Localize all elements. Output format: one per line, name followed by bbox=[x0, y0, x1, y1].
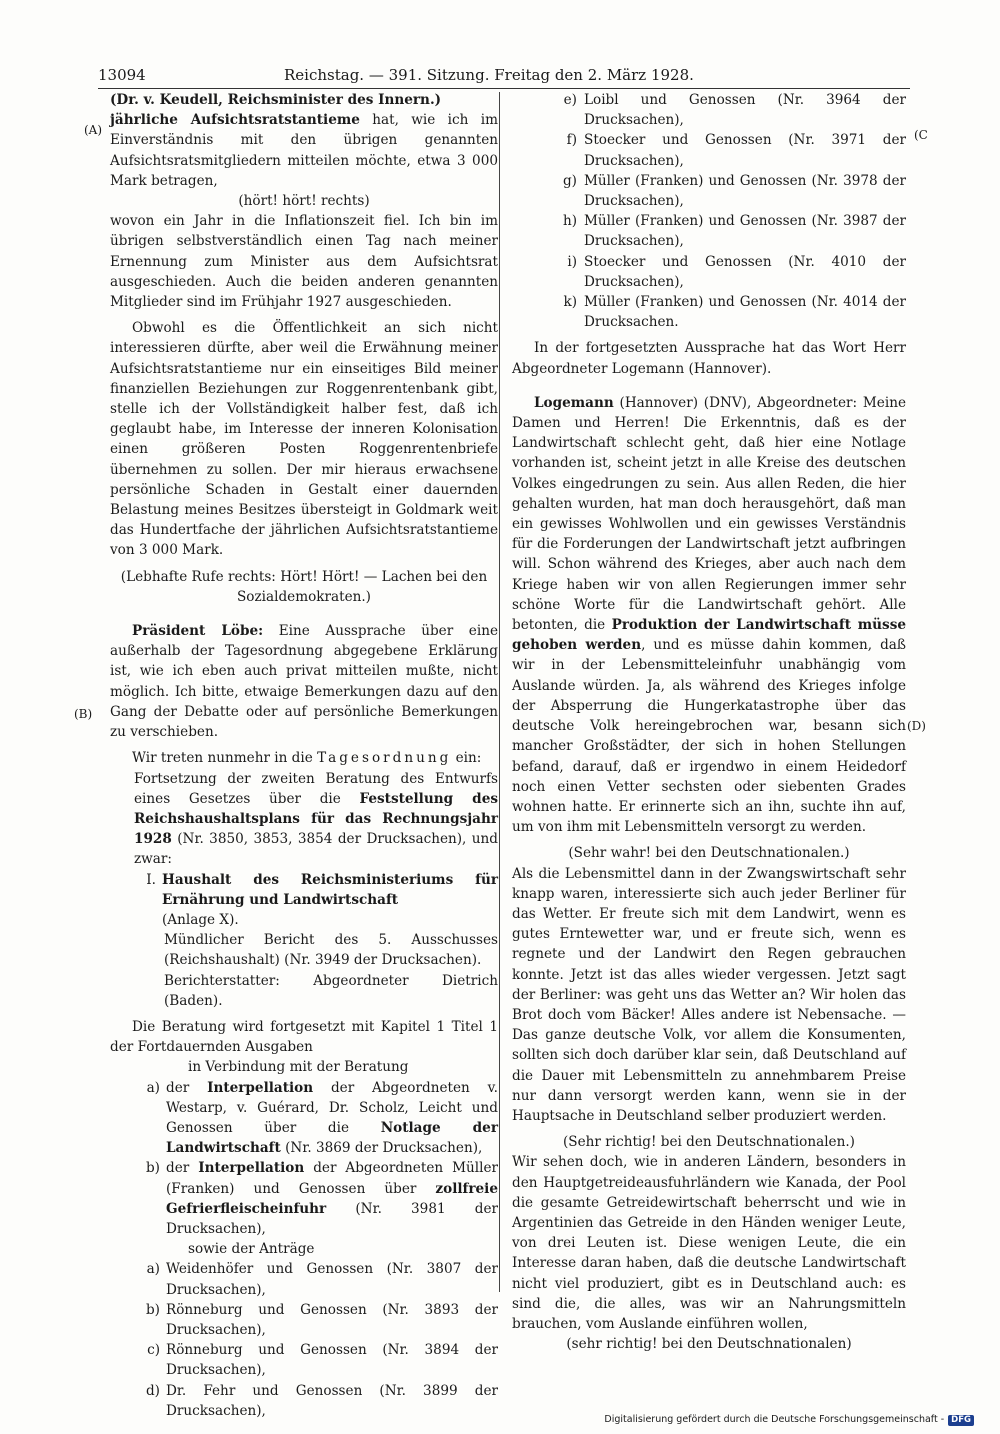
report-line: Mündlicher Bericht des 5. Ausschusses (Reichshaushalt) (Nr. 3949 der Drucksachen). bbox=[164, 932, 498, 969]
header-rule bbox=[98, 88, 910, 89]
paragraph-weather: Als die Lebensmittel dann in der Zwangswirtschaft sehr knapp waren, interessierte sich auch jeder Berliner für das Wetter. Er freute sich mit dem Landwirt, wenn es gutes Erntewetter war, und er freute sich, wenn es regnete und der Landwirt den Regen gebrauchen konnte. Jetzt ist das alles wieder vergessen. Jetzt sagt der Berliner: was geht uns das Wetter an? Wir holen das Brot doch vom Bäcker! Alles andere ist Nebensache. — Das ganze deutsche Volk, vor allem die Konsumenten, sollten sich doch darüber klar sein, daß Deutschland auf die Dauer mit Lebensmitteln zu annehmbarem Preise nur dann versorgt werden kann, wenn sie in der Hauptsache in Deutschland selber produziert werden. bbox=[512, 865, 906, 1124]
speaker-tag: (Dr. v. Keudell, Reichsminister des Innern.) bbox=[110, 92, 442, 108]
interpellation-b: b) der Interpellation der Abgeordneten Müller (Franken) und Genossen über zollfreie Gefrierfleischeinfuhr (Nr. 3981 der Drucksachen), bbox=[145, 1160, 498, 1237]
left-column bbox=[110, 90, 498, 1421]
motion-item: b) Rönneburg und Genossen (Nr. 3893 der Drucksachen), bbox=[145, 1301, 498, 1338]
interjection: (sehr richtig! bei den Deutschnationalen) bbox=[566, 1336, 852, 1353]
rapporteur: Berichterstatter: Abgeordneter Dietrich (Baden). bbox=[164, 972, 498, 1009]
speaker-name: Logemann bbox=[534, 394, 614, 411]
motion-item: g) Müller (Franken) und Genossen (Nr. 3978 der Drucksachen), bbox=[562, 172, 906, 210]
motion-item: c) Rönneburg und Genossen (Nr. 3894 der Drucksachen), bbox=[147, 1342, 498, 1379]
page-header bbox=[98, 64, 910, 86]
interjection: (Sehr wahr! bei den Deutschnationalen.) bbox=[568, 845, 850, 862]
interpellation-a: a) der Interpellation der Abgeordneten v. Westarp, v. Guérard, Dr. Scholz, Leicht und Genossen über die Notlage der Landwirtschaft (Nr. 3869 der Drucksachen), bbox=[146, 1079, 498, 1157]
margin-mark-c: (C bbox=[914, 128, 928, 142]
budget-section: I. Haushalt des Reichsministeriums für Ernährung und Landwirtschaft (Anlage X). bbox=[110, 870, 498, 931]
margin-mark-a: (A) bbox=[84, 123, 103, 137]
interjection: (Sehr richtig! bei den Deutschnationalen.) bbox=[563, 1134, 855, 1151]
interjection: (hört! hört! rechts) bbox=[238, 193, 370, 210]
paragraph-grain: Wir sehen doch, wie in anderen Ländern, besonders in den Hauptgetreideausfuhrländern wie Kanada, der Pool die gesamte Getreidewirtschaft beherrscht und wie in Argentinien das Getreide in den Händen weniger Leute, von drei Leuten ist. Diese wenigen Leute, die ein Interesse daran haben, daß die deutsche Landwirtschaft nicht viel produziert, gibt es in Deutschland auch: es sind die, die alles, was wir an Nahrungsmitteln brauchen, vom Auslande einführen wollen, bbox=[512, 1154, 906, 1332]
running-title: Reichstag. — 391. Sitzung. Freitag den 2. März 1928. bbox=[284, 66, 694, 84]
motion-item: d) Dr. Fehr und Genossen (Nr. 3899 der Drucksachen), bbox=[145, 1382, 498, 1419]
motion-item: e) Loibl und Genossen (Nr. 3964 der Drucksachen), bbox=[563, 92, 906, 129]
motion-item: f) Stoecker und Genossen (Nr. 3971 der Drucksachen), bbox=[566, 132, 906, 169]
floor-given: In der fortgesetzten Aussprache hat das Wort Herr Abgeordneter Logemann (Hannover). bbox=[512, 340, 906, 377]
motion-item: a) Weidenhöfer und Genossen (Nr. 3807 der Drucksachen), bbox=[146, 1261, 498, 1298]
funding-note: Digitalisierung gefördert durch die Deutsche Forschungsgemeinschaft - bbox=[604, 1414, 945, 1425]
dfg-logo: DFG bbox=[948, 1415, 974, 1426]
agenda-intro: Wir treten nunmehr in die Tagesordnung ein: bbox=[132, 750, 482, 767]
in-conjunction: in Verbindung mit der Beratung bbox=[188, 1059, 409, 1076]
page-number: 13094 bbox=[98, 66, 146, 84]
speech-logemann: Logemann (Hannover) (DNV), Abgeordneter: Meine Damen und Herren! Die Erkenntnis, daß es der Landwirtschaft schlecht geht, daß hier eine Notlage vorhanden ist, scheint jetzt in alle Kreise des deutschen Volkes eingedrungen zu sein. Aus allen Reden, die hier gehalten wurden, hat man doch herausgehört, daß man ein gewisses Wohlwollen und ein gewisses Verständnis für die Forderungen der Landwirtschaft jetzt aufbringen will. Schon während des Krieges, aber auch nach dem Kriege haben wir von allen Regierungen immer sehr schöne Worte für die Landwirtschaft gehört. Alle betonten, die Produktion der Landwirtschaft müsse gehoben werden, und es müsse dahin kommen, daß wir in der Lebensmitteleinfuhr unabhängig vom Auslande würden. Ja, als während des Krieges infolge der Absperrung die Hungerkatastrophe über das deutsche Volk hereingebrochen war, besann sich mancher Großstädter, der sich in hohen Stellungen befand, darauf, daß er irgendwo in einem Heidedorf noch einen Vetter sechsten oder siebenten Grades wohnen hatte. Er erinnerte sich an ihn, suchte ihn auf, um von ihm mit Lebensmitteln versorgt zu werden. bbox=[512, 394, 907, 836]
agenda-item: Fortsetzung der zweiten Beratung des Entwurfs eines Gesetzes über die Feststellung des Reichshaushaltsplans für das Rechnungsjahr 1928 (Nr. 3850, 3853, 3854 der Drucksachen), und zwar: bbox=[134, 770, 498, 868]
motion-item: i) Stoecker und Genossen (Nr. 4010 der Drucksachen), bbox=[567, 253, 906, 290]
motions-intro: sowie der Anträge bbox=[188, 1241, 315, 1258]
bold-term: jährliche Aufsichtsratstantieme bbox=[110, 112, 360, 129]
column-divider bbox=[499, 92, 500, 1292]
section-appendix: (Anlage X). bbox=[162, 911, 239, 928]
margin-mark-d: (D) bbox=[907, 719, 926, 733]
paragraph-roggenrentenbank: Obwohl es die Öffentlichkeit an sich nicht interessieren dürfte, aber weil die Erwähnung meiner Aufsichtsratstantieme nur ein einseitiges Bild meiner finanziellen Beziehungen zur Roggenrentenbank gibt, stelle ich der Vollständigkeit halber fest, daß ich geglaubt habe, im Interesse der inneren Kolonisation einen größeren Posten Roggenrentenbriefe übernehmen zu sollen. Der mir hieraus erwachsene persönliche Schaden in Gestalt einer dauernden Belastung meines Besitzes übersteigt in Goldmark weit das Hundertfache der jährlichen Aufsichtsratstantieme von 3 000 Mark. bbox=[110, 320, 498, 559]
motion-item: k) Müller (Franken) und Genossen (Nr. 4014 der Drucksachen. bbox=[563, 294, 906, 331]
president-statement: Präsident Löbe: Eine Aussprache über eine außerhalb der Tagesordnung abgegebene Erklärung ist, wie ich eben auch privat mitteilen mußte, nicht möglich. Ich bitte, etwaige Bemerkungen dazu auf den Gang der Debatte oder auf persönliche Bemerkungen zu verschieben. bbox=[110, 623, 498, 741]
paragraph-tantieme: jährliche Aufsichtsratstantieme hat, wie ich im Einverständnis mit den übrigen genannten Aufsichtsratsmitgliedern mitteilen möchte, etwa 3 000 Mark betragen, bbox=[110, 112, 498, 189]
interjection: (Lebhafte Rufe rechts: Hört! Hört! — Lachen bei den Sozialdemokraten.) bbox=[120, 568, 488, 605]
motion-item: h) Müller (Franken) und Genossen (Nr. 3987 der Drucksachen), bbox=[562, 213, 906, 250]
margin-mark-b: (B) bbox=[74, 707, 93, 721]
section-title: Haushalt des Reichsministeriums für Ernährung und Landwirtschaft bbox=[162, 871, 498, 908]
right-column bbox=[512, 90, 906, 1354]
deliberation-continued: Die Beratung wird fortgesetzt mit Kapitel 1 Titel 1 der Fortdauernden Ausgaben bbox=[110, 1018, 498, 1056]
digitization-note bbox=[604, 1414, 974, 1426]
paragraph-inflation: wovon ein Jahr in die Inflationszeit fiel. Ich bin im übrigen selbstverständlich einen Tag nach meiner Ernennung zum Minister aus dem Aufsichtsrat ausgeschieden. Auch die beiden anderen genannten Mitglieder sind im Frühjahr 1927 ausgeschieden. bbox=[110, 213, 498, 311]
speaker-name: Präsident Löbe: bbox=[132, 623, 264, 640]
